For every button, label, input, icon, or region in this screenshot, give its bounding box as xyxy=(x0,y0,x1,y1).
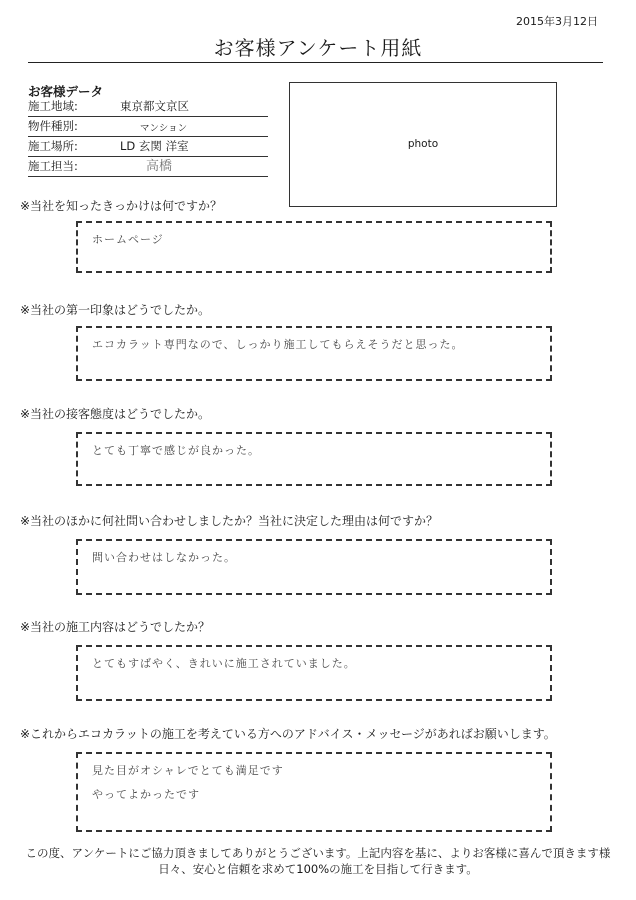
place-value: LD 玄関 洋室 xyxy=(120,139,189,153)
answer-6-line-1: 見た目がオシャレでとても満足です xyxy=(92,764,284,777)
answer-4-line-1: 問い合わせはしなかった。 xyxy=(92,551,236,564)
question-3: ※当社の接客態度はどうでしたか。 xyxy=(20,407,211,421)
answer-2-line-1: エコカラット専門なので、しっかり施工してもらえそうだと思った。 xyxy=(92,338,464,351)
question-5: ※当社の施工内容はどうでしたか？ xyxy=(20,620,211,634)
footer-line-1: この度、アンケートにご協力頂きましてありがとうございます。上記内容を基に、よりお客様に喜んで頂きます様 xyxy=(25,846,611,860)
answer-6-line-2: やってよかったです xyxy=(92,788,200,801)
type-label: 物件種別: xyxy=(28,119,78,133)
question-4: ※当社のほかに何社問い合わせしましたか？当社に決定した理由は何ですか？ xyxy=(20,514,439,528)
question-1: ※当社を知ったきっかけは何ですか？ xyxy=(20,199,223,213)
answer-box-5 xyxy=(76,645,552,701)
answer-box-6 xyxy=(76,752,552,832)
title-divider xyxy=(28,62,603,63)
area-value: 東京都文京区 xyxy=(120,99,189,113)
question-2: ※当社の第一印象はどうでしたか。 xyxy=(20,303,211,317)
answer-box-4 xyxy=(76,539,552,595)
answer-1-line-1: ホームページ xyxy=(92,233,164,246)
area-label: 施工地域: xyxy=(28,99,78,113)
answer-5-line-1: とてもすばやく、きれいに施工されていました。 xyxy=(92,657,356,670)
staff-label: 施工担当: xyxy=(28,159,78,173)
answer-box-3 xyxy=(76,432,552,486)
question-6: ※これからエコカラットの施工を考えている方へのアドバイス・メッセージがあればお願いします。 xyxy=(20,727,556,741)
photo-label: photo xyxy=(407,138,439,150)
place-label: 施工場所: xyxy=(28,139,78,153)
info-row-area xyxy=(28,97,268,117)
survey-date: 2015年3月12日 xyxy=(516,15,598,28)
answer-box-1 xyxy=(76,221,552,273)
type-value: マンション xyxy=(140,123,188,134)
info-row-type xyxy=(28,117,268,137)
customer-data-heading: お客様データ xyxy=(28,84,104,99)
info-row-staff xyxy=(28,157,268,177)
info-row-place xyxy=(28,137,268,157)
page-title: お客様アンケート用紙 xyxy=(213,36,423,60)
answer-3-line-1: とても丁寧で感じが良かった。 xyxy=(92,444,260,457)
footer-line-2: 日々、安心と信頼を求めて100%の施工を目指して行きます。 xyxy=(158,862,478,876)
answer-box-2 xyxy=(76,326,552,381)
staff-value: 高橋 xyxy=(146,159,173,174)
photo-frame xyxy=(289,82,557,207)
